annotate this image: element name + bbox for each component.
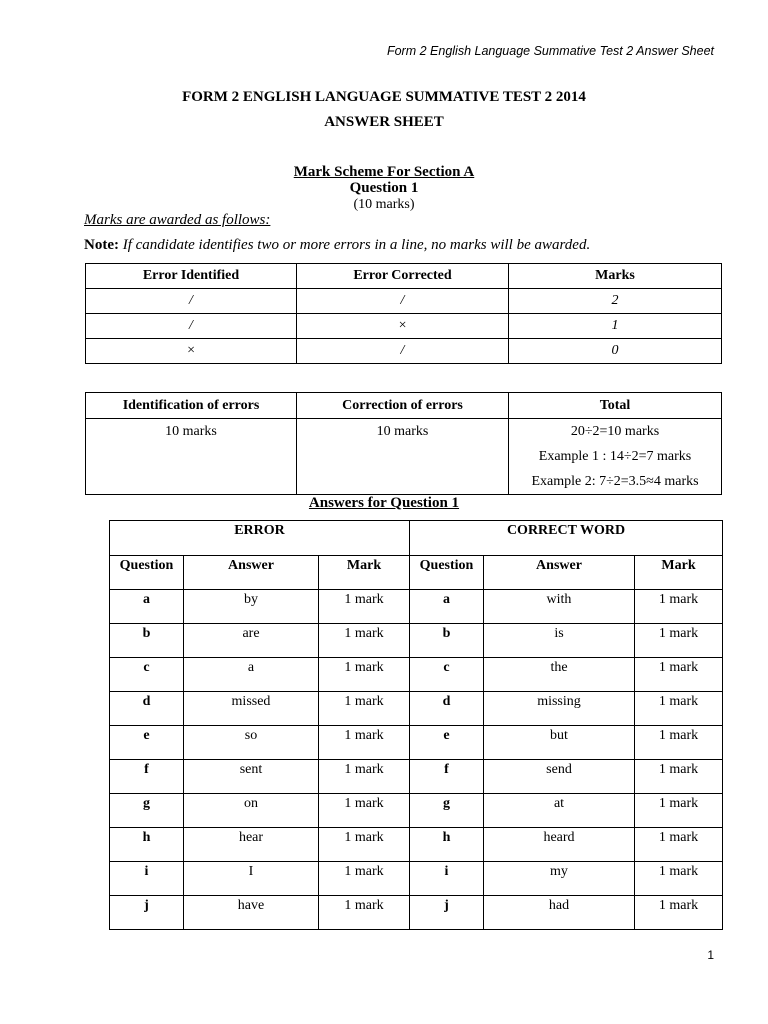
table-row xyxy=(110,692,723,726)
table-row xyxy=(110,624,723,658)
question-letter: f xyxy=(410,760,484,794)
table-cell xyxy=(297,419,509,495)
answer-cell: but xyxy=(484,726,635,760)
table-cell: 2 xyxy=(509,289,722,314)
answer-cell: sent xyxy=(184,760,319,794)
question-letter: f xyxy=(110,760,184,794)
question-marks: (10 marks) xyxy=(353,197,415,212)
table-cell: / xyxy=(297,339,509,364)
column-header: Marks xyxy=(509,264,722,289)
column-header: Question xyxy=(110,556,184,590)
mark-cell: 1 mark xyxy=(635,862,723,896)
answer-cell: send xyxy=(484,760,635,794)
table-cell: / xyxy=(297,289,509,314)
question-letter: b xyxy=(410,624,484,658)
table-cell: / xyxy=(86,289,297,314)
table-row xyxy=(110,828,723,862)
total-line: Example 1 : 14÷2=7 marks xyxy=(538,449,692,464)
identification-value: 10 marks xyxy=(165,424,217,439)
mark-cell: 1 mark xyxy=(635,590,723,624)
table-cell: / xyxy=(86,314,297,339)
note xyxy=(84,237,590,254)
mark-cell: 1 mark xyxy=(635,760,723,794)
column-header: Answer xyxy=(484,556,635,590)
question-letter: i xyxy=(110,862,184,896)
mark-cell: 1 mark xyxy=(319,658,410,692)
question-letter: d xyxy=(410,692,484,726)
mark-scheme-title: Mark Scheme For Section A xyxy=(293,164,475,180)
table-row xyxy=(86,339,722,364)
answer-cell: on xyxy=(184,794,319,828)
mark-cell: 1 mark xyxy=(319,726,410,760)
table-cell: × xyxy=(86,339,297,364)
answer-cell: missing xyxy=(484,692,635,726)
table-cell xyxy=(509,419,722,495)
question-title: Question 1 xyxy=(349,180,419,196)
question-letter: a xyxy=(110,590,184,624)
answer-cell: have xyxy=(184,896,319,930)
mark-cell: 1 mark xyxy=(635,794,723,828)
question-letter: d xyxy=(110,692,184,726)
question-letter: h xyxy=(410,828,484,862)
table-row xyxy=(110,726,723,760)
answer-cell: is xyxy=(484,624,635,658)
table-row xyxy=(86,314,722,339)
mark-cell: 1 mark xyxy=(635,896,723,930)
question-letter: h xyxy=(110,828,184,862)
column-header: Total xyxy=(509,393,722,419)
mark-cell: 1 mark xyxy=(635,658,723,692)
answer-cell: with xyxy=(484,590,635,624)
group-header-correct-word: CORRECT WORD xyxy=(410,521,723,556)
question-letter: i xyxy=(410,862,484,896)
question-letter: e xyxy=(410,726,484,760)
column-header: Question xyxy=(410,556,484,590)
mark-cell: 1 mark xyxy=(319,828,410,862)
marking-criteria-table xyxy=(85,263,722,364)
question-letter: g xyxy=(110,794,184,828)
group-header-error: ERROR xyxy=(110,521,410,556)
document-subtitle: ANSWER SHEET xyxy=(324,114,444,130)
question-letter: j xyxy=(410,896,484,930)
column-header: Correction of errors xyxy=(297,393,509,419)
mark-cell: 1 mark xyxy=(319,760,410,794)
answer-cell: I xyxy=(184,862,319,896)
question-letter: b xyxy=(110,624,184,658)
table-row xyxy=(110,658,723,692)
mark-cell: 1 mark xyxy=(319,624,410,658)
question-letter: g xyxy=(410,794,484,828)
mark-cell: 1 mark xyxy=(319,862,410,896)
answer-cell: had xyxy=(484,896,635,930)
total-line: 20÷2=10 marks xyxy=(570,424,660,439)
answer-cell: missed xyxy=(184,692,319,726)
column-header: Answer xyxy=(184,556,319,590)
column-header: Error Identified xyxy=(86,264,297,289)
marks-awarded-heading: Marks are awarded as follows: xyxy=(84,212,271,228)
column-header: Mark xyxy=(635,556,723,590)
mark-cell: 1 mark xyxy=(319,896,410,930)
mark-cell: 1 mark xyxy=(635,828,723,862)
answers-title: Answers for Question 1 xyxy=(308,495,460,511)
table-row xyxy=(86,419,722,495)
question-letter: c xyxy=(410,658,484,692)
answer-cell: heard xyxy=(484,828,635,862)
answers-table xyxy=(109,520,723,930)
document-title: FORM 2 ENGLISH LANGUAGE SUMMATIVE TEST 2 2014 xyxy=(182,89,586,105)
mark-cell: 1 mark xyxy=(635,726,723,760)
table-row xyxy=(110,794,723,828)
table-row xyxy=(110,590,723,624)
answer-cell: my xyxy=(484,862,635,896)
table-row xyxy=(86,289,722,314)
mark-cell: 1 mark xyxy=(635,692,723,726)
total-line: Example 2: 7÷2=3.5≈4 marks xyxy=(531,474,699,489)
mark-cell: 1 mark xyxy=(319,692,410,726)
table-cell: 1 xyxy=(509,314,722,339)
table-cell xyxy=(86,419,297,495)
note-text: If candidate identifies two or more errors in a line, no marks will be awarded. xyxy=(122,237,591,253)
column-header: Mark xyxy=(319,556,410,590)
answers-body xyxy=(110,590,723,930)
table-cell: 0 xyxy=(509,339,722,364)
page-number: 1 xyxy=(707,948,714,962)
answer-cell: a xyxy=(184,658,319,692)
question-letter: a xyxy=(410,590,484,624)
table-row xyxy=(110,760,723,794)
group-header-row xyxy=(110,521,723,556)
answer-cell: hear xyxy=(184,828,319,862)
column-header: Identification of errors xyxy=(86,393,297,419)
table-header-row xyxy=(86,264,722,289)
column-header: Error Corrected xyxy=(297,264,509,289)
answer-cell: at xyxy=(484,794,635,828)
mark-cell: 1 mark xyxy=(635,624,723,658)
answer-cell: the xyxy=(484,658,635,692)
total-marks-table xyxy=(85,392,722,495)
mark-cell: 1 mark xyxy=(319,794,410,828)
answer-cell: so xyxy=(184,726,319,760)
correction-value: 10 marks xyxy=(376,424,429,439)
table-row xyxy=(110,862,723,896)
question-letter: c xyxy=(110,658,184,692)
table-header-row xyxy=(110,556,723,590)
answer-cell: by xyxy=(184,590,319,624)
table-cell: × xyxy=(297,314,509,339)
answer-cell: are xyxy=(184,624,319,658)
question-letter: e xyxy=(110,726,184,760)
running-header: Form 2 English Language Summative Test 2 Answer Sheet xyxy=(386,44,714,58)
table-header-row xyxy=(86,393,722,419)
note-label: Note: xyxy=(84,237,119,253)
question-letter: j xyxy=(110,896,184,930)
table-row xyxy=(110,896,723,930)
mark-cell: 1 mark xyxy=(319,590,410,624)
